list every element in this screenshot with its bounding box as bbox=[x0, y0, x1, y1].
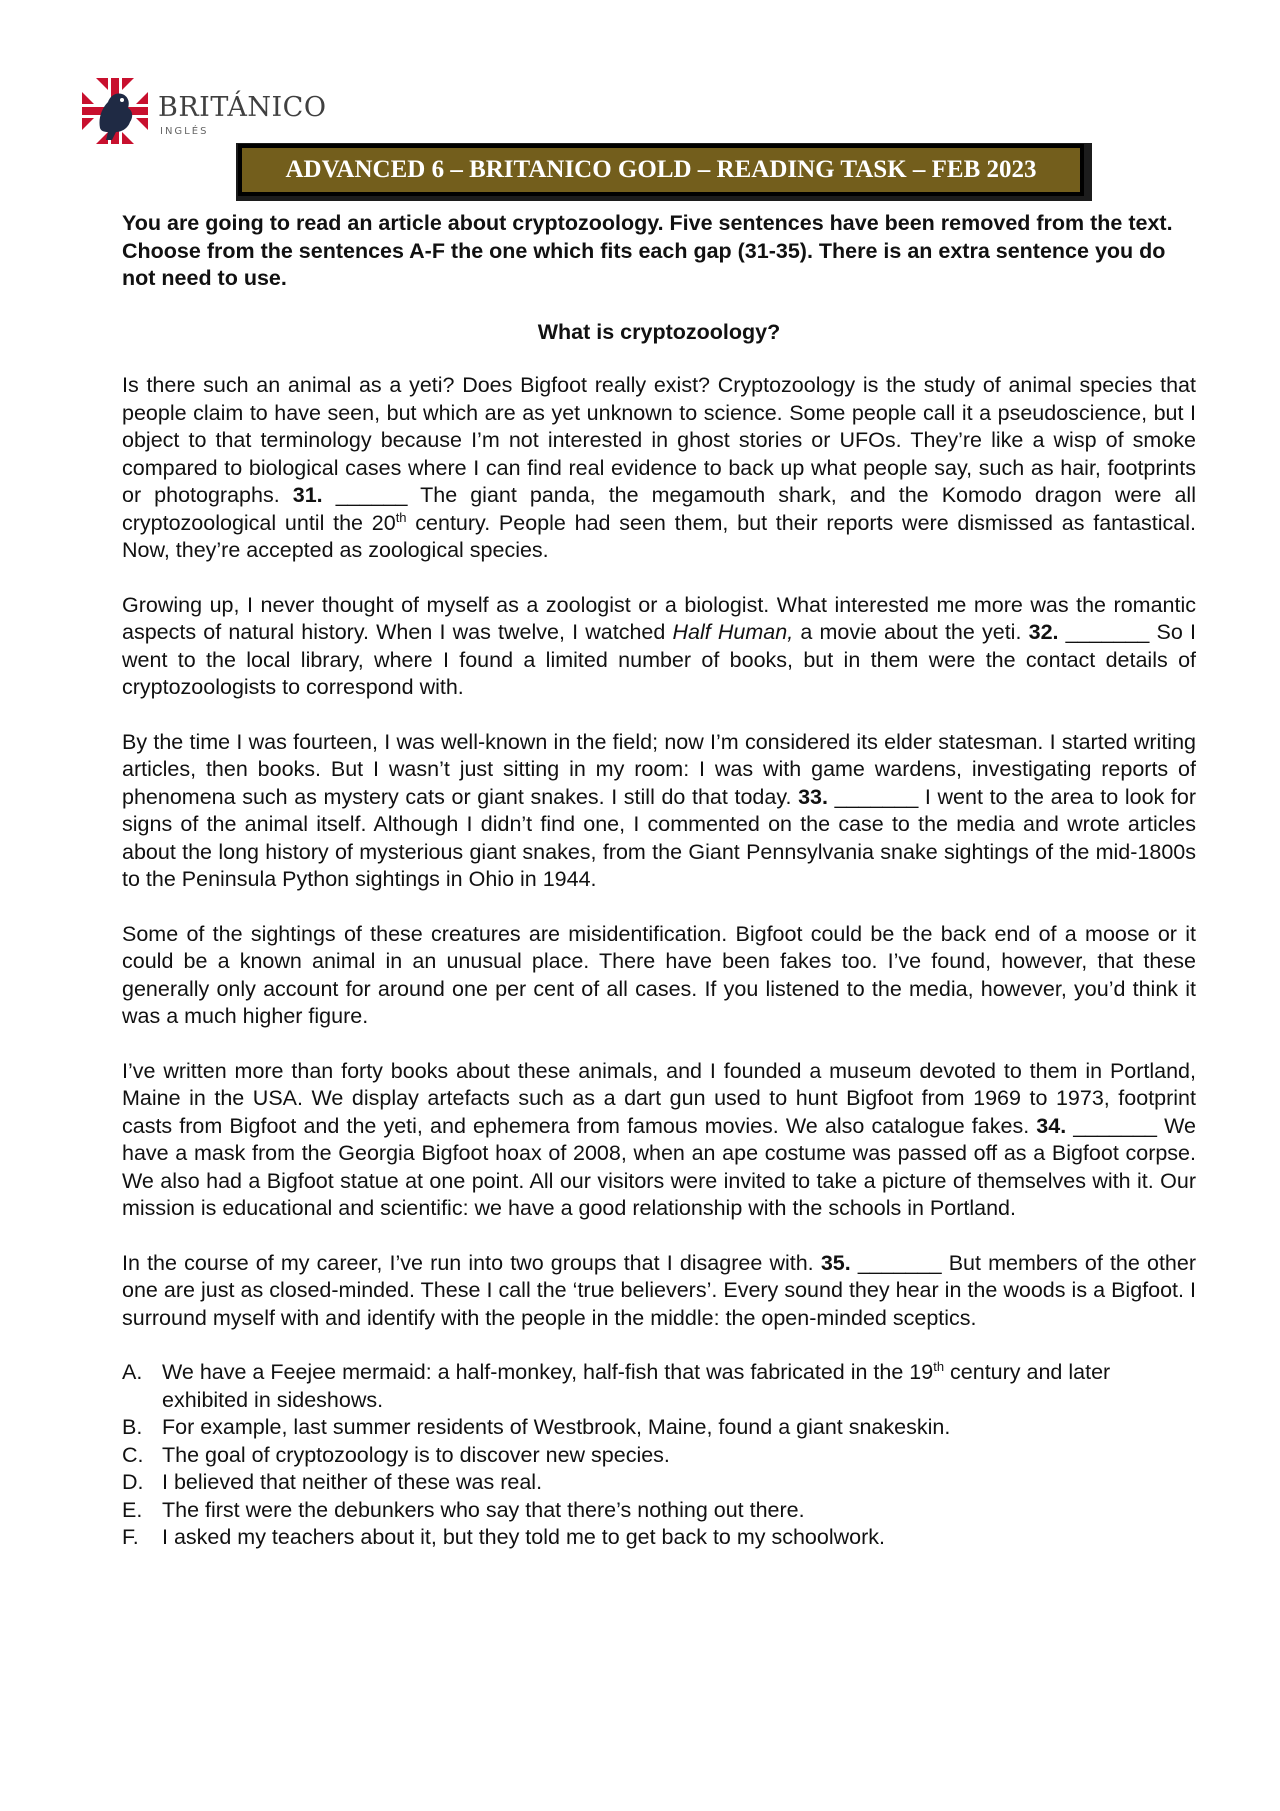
gap-number-32: 32. bbox=[1028, 620, 1059, 644]
option-text: century and later exhibited in sideshows. bbox=[162, 1360, 1111, 1412]
option-text: For example, last summer residents of Westbrook, Maine, found a giant snakeskin. bbox=[162, 1415, 951, 1439]
text: ______ The giant panda, the megamouth shark, and the Komodo dragon were all cryptozoological until the 20 bbox=[122, 483, 1196, 535]
paragraph-1 bbox=[122, 372, 1196, 565]
option-d bbox=[122, 1469, 1196, 1497]
option-letter: B. bbox=[122, 1415, 143, 1439]
text: I’ve written more than forty books about these animals, and I founded a museum devoted to them in Portland, Maine in the USA. We display artefacts such as a dart gun used to hunt Bigfoot from 1969 to 1973, footprint casts from Bigfoot and the yeti, and ephemera from famous movies. We also catalogue fakes. bbox=[122, 1058, 1196, 1138]
option-e bbox=[122, 1497, 1196, 1525]
option-a bbox=[122, 1359, 1196, 1414]
paragraph-5 bbox=[122, 1058, 1196, 1223]
text: By the time I was fourteen, I was well-known in the field; now I’m considered its elder statesman. I started writing articles, then books. But I wasn’t just sitting in my room: I was with game wardens, investigating reports of phenomena such as mystery cats or giant snakes. I still do that today. bbox=[122, 729, 1196, 809]
option-c bbox=[122, 1442, 1196, 1470]
article-title: What is cryptozoology? bbox=[537, 319, 781, 344]
paragraph-2 bbox=[122, 592, 1196, 702]
page-title: ADVANCED 6 – BRITANICO GOLD – READING TASK – FEB 2023 bbox=[285, 156, 1037, 183]
option-text: The goal of cryptozoology is to discover new species. bbox=[162, 1442, 670, 1467]
option-text: I asked my teachers about it, but they told me to get back to my schoolwork. bbox=[162, 1525, 885, 1549]
britanico-logo bbox=[82, 78, 327, 148]
gap-number-31: 31. bbox=[292, 483, 323, 507]
paragraph-4 bbox=[122, 921, 1196, 1031]
lion-crest-icon bbox=[82, 78, 148, 144]
text: _______ We have a mask from the Georgia Bigfoot hoax of 2008, when an ape costume was passed off as a Bigfoot corpse. We also had a Bigfoot statue at one point. All our visitors were invited to take a picture of themselves with it. Our mission is educational and scientific: we have a good relationship with the schools in Portland. bbox=[122, 1113, 1196, 1220]
text: a movie about the yeti. bbox=[793, 620, 1029, 644]
text: _______ I went to the area to look for signs of the animal itself. Although I didn’t find one, I commented on the case to the media and wrote articles about the long history of mysterious giant snakes, from the Giant Pennsylvania snake sightings of the mid-1800s to the Peninsula Python sightings in Ohio in 1944. bbox=[122, 784, 1196, 891]
option-letter: D. bbox=[122, 1470, 144, 1494]
logo-subtitle: INGLÉS bbox=[160, 126, 209, 137]
option-text: The first were the debunkers who say that there’s nothing out there. bbox=[162, 1497, 805, 1522]
gap-number-33: 33. bbox=[798, 784, 828, 809]
option-letter: A. bbox=[122, 1360, 143, 1384]
paragraph-3 bbox=[122, 729, 1196, 894]
text: _______ But members of the other one are just as closed-minded. These I call the ‘true believers’. Every sound they hear in the woods is a Bigfoot. I surround myself with and identify with the people in the middle: the open-minded sceptics. bbox=[122, 1250, 1196, 1330]
option-text: I believed that neither of these was real. bbox=[162, 1470, 543, 1494]
option-b bbox=[122, 1414, 1196, 1442]
logo-brand: BRITÁNICO bbox=[158, 92, 327, 123]
option-letter: C. bbox=[122, 1442, 144, 1467]
option-letter: F. bbox=[122, 1525, 139, 1549]
gap-number-34: 34. bbox=[1036, 1113, 1067, 1138]
movie-title: Half Human, bbox=[672, 620, 794, 644]
document-body bbox=[122, 210, 1196, 1552]
title-banner bbox=[238, 144, 1084, 196]
text: In the course of my career, I’ve run into two groups that I disagree with. bbox=[122, 1250, 821, 1275]
superscript: th bbox=[395, 509, 407, 525]
superscript: th bbox=[933, 1358, 945, 1374]
paragraph-6 bbox=[122, 1250, 1196, 1333]
option-text: We have a Feejee mermaid: a half-monkey, half-fish that was fabricated in the 19 bbox=[162, 1360, 934, 1384]
text: Growing up, I never thought of myself as a zoologist or a biologist. What interested me more was the romantic aspects of natural history. When I was twelve, I watched bbox=[122, 592, 1196, 644]
option-f bbox=[122, 1524, 1196, 1552]
text: century. People had seen them, but their reports were dismissed as fantastical. Now, they’re accepted as zoological species. bbox=[122, 510, 1197, 562]
text: Is there such an animal as a yeti? Does Bigfoot really exist? Cryptozoology is the study of animal species that people claim to have seen, but which are as yet unknown to science. Some people call it a pseudoscience, but I object to that terminology because I’m not interested in ghost stories or UFOs. They’re like a wisp of smoke compared to biological cases where I can find real evidence to back up what people say, such as hair, footprints or photographs. bbox=[122, 373, 1196, 507]
text: Some of the sightings of these creatures are misidentification. Bigfoot could be the back end of a moose or it could be a known animal in an unusual place. There have been fakes too. I’ve found, however, that these generally only account for around one per cent of all cases. If you listened to the media, however, you’d think it was a much higher figure. bbox=[122, 921, 1196, 1028]
task-instructions: You are going to read an article about cryptozoology. Five sentences have been removed from the text. Choose from the sentences A-F the one which fits each gap (31-35). There is an extra sentence you do not need to use. bbox=[122, 211, 1173, 290]
gap-number-35: 35. bbox=[820, 1250, 851, 1275]
option-letter: E. bbox=[122, 1497, 143, 1522]
answer-options bbox=[122, 1359, 1196, 1552]
text: _______ So I went to the local library, where I found a limited number of books, but in them were the contact details of cryptozoologists to correspond with. bbox=[122, 620, 1196, 699]
